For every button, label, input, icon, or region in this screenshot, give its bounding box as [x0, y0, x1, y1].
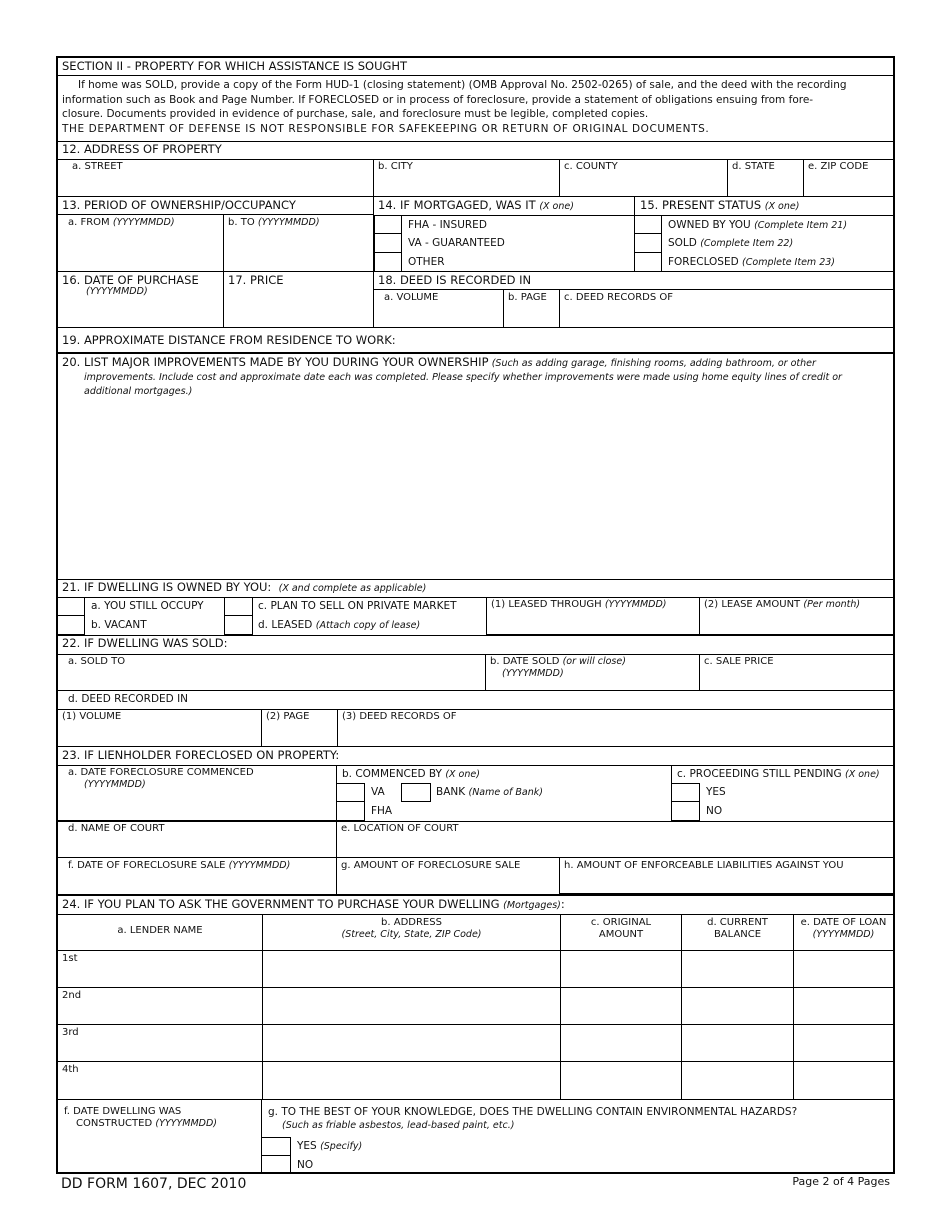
sold-deed-records-field[interactable] [338, 709, 893, 747]
leased-checkbox[interactable] [224, 616, 253, 635]
fha-checkbox[interactable] [337, 802, 365, 821]
sold-deed-volume-label: (1) VOLUME [62, 711, 122, 722]
foreclosed-checkbox[interactable] [634, 253, 662, 272]
liabilities-label: h. AMOUNT OF ENFORCEABLE LIABILITIES AGAINST YOU [564, 860, 844, 871]
item14-hint: (X one) [539, 201, 574, 212]
court-location-label: e. LOCATION OF COURT [341, 823, 459, 834]
vacant-label: b. VACANT [91, 619, 147, 631]
date-constructed-label-1: f. DATE DWELLING WAS [64, 1106, 182, 1117]
commenced-by-label [342, 768, 480, 781]
date-commenced-format: (YYYYMMDD) [84, 779, 146, 790]
item18-title: 18. DEED IS RECORDED IN [378, 273, 532, 287]
zip-label: e. ZIP CODE [808, 161, 869, 172]
item13-title: 13. PERIOD OF OWNERSHIP/OCCUPANCY [62, 198, 296, 212]
city-field[interactable] [374, 159, 560, 197]
sold-deed-page-field[interactable] [262, 709, 338, 747]
col-current-header [682, 915, 794, 951]
col-address-label: b. ADDRESS [381, 917, 442, 928]
sale-price-label: c. SALE PRICE [704, 656, 774, 667]
foreclosure-sale-date-label: f. DATE OF FORECLOSURE SALE [68, 860, 226, 871]
item20-title: 20. LIST MAJOR IMPROVEMENTS MADE BY YOU DURING YOUR OWNERSHIP [62, 355, 489, 369]
item24-title: 24. IF YOU PLAN TO ASK THE GOVERNMENT TO PURCHASE YOUR DWELLING [62, 897, 500, 911]
row-1-current[interactable] [682, 951, 794, 988]
va-checkbox[interactable] [337, 783, 365, 802]
row-3-lender[interactable] [58, 1025, 263, 1062]
item24-hint: (Mortgages) [503, 900, 561, 911]
item20-line-1 [62, 356, 889, 370]
lease-amount-note: (Per month) [803, 599, 861, 610]
still-occupy-checkbox[interactable] [58, 597, 85, 616]
lease-amount-label: (2) LEASE AMOUNT [704, 599, 801, 610]
date-sold-format: (YYYYMMDD) [502, 668, 564, 679]
item16-title: 16. DATE OF PURCHASE [62, 273, 199, 287]
row-4-address[interactable] [263, 1062, 561, 1100]
row-3-original[interactable] [561, 1025, 682, 1062]
from-field[interactable] [58, 215, 224, 272]
row-2-date[interactable] [794, 988, 893, 1025]
owned-note: (Complete Item 21) [754, 220, 848, 231]
city-label: b. CITY [378, 161, 413, 172]
leased-label [258, 619, 420, 632]
item14-title [378, 199, 574, 213]
instructions-line-2: information such as Book and Page Number. If FORECLOSED or in process of foreclosure, provide a statement of obligations ensuing from fore- [62, 93, 814, 106]
date-constructed-label-2: CONSTRUCTED [76, 1118, 153, 1129]
page-number: Page 2 of 4 Pages [792, 1175, 890, 1188]
item23-title: 23. IF LIENHOLDER FORECLOSED ON PROPERTY: [62, 748, 340, 762]
row-4-original[interactable] [561, 1062, 682, 1100]
foreclosure-amount-label: g. AMOUNT OF FORECLOSURE SALE [341, 860, 521, 871]
leased-through-format: (YYYYMMDD) [604, 599, 667, 610]
bank-text: BANK [436, 786, 466, 798]
improvements-field[interactable] [58, 354, 893, 580]
date-constructed-field[interactable] [58, 1100, 262, 1174]
sold-to-label: a. SOLD TO [68, 656, 126, 667]
row-4-lender[interactable] [58, 1062, 263, 1100]
vacant-checkbox[interactable] [58, 616, 85, 635]
row-4-label: 4th [62, 1064, 79, 1075]
leased-through-label: (1) LEASED THROUGH [491, 599, 602, 610]
foreclosure-sale-date-field[interactable] [58, 858, 337, 895]
form-number: DD FORM 1607, DEC 2010 [61, 1176, 247, 1192]
date-sold-field[interactable] [486, 654, 700, 691]
sold-deed-page-label: (2) PAGE [266, 711, 310, 722]
sold-deed-volume-field[interactable] [58, 709, 262, 747]
item18-header [374, 272, 893, 290]
hazards-no-checkbox[interactable] [262, 1156, 291, 1174]
col-original-label-2: AMOUNT [598, 929, 644, 940]
date-commenced-field[interactable] [58, 765, 337, 821]
owned-checkbox[interactable] [634, 215, 662, 234]
still-pending-label [677, 768, 880, 781]
county-label: c. COUNTY [564, 161, 618, 172]
item21-title: 21. IF DWELLING IS OWNED BY YOU: [62, 580, 272, 594]
sold-deed-records-label: (3) DEED RECORDS OF [342, 711, 457, 722]
from-label: a. FROM [68, 217, 110, 228]
item20-note-3: additional mortgages.) [84, 386, 193, 397]
item12-title: 12. ADDRESS OF PROPERTY [62, 142, 222, 156]
plan-to-sell-checkbox[interactable] [224, 597, 253, 616]
row-2-original[interactable] [561, 988, 682, 1025]
row-2-label: 2nd [62, 990, 82, 1001]
section-title: SECTION II - PROPERTY FOR WHICH ASSISTANCE IS SOUGHT [62, 59, 408, 73]
col-address-header [263, 915, 561, 951]
form-page [56, 56, 895, 1174]
row-1-label: 1st [62, 953, 78, 964]
deed-volume-field[interactable] [374, 290, 504, 328]
plan-to-sell-label: c. PLAN TO SELL ON PRIVATE MARKET [258, 600, 457, 612]
row-4-current[interactable] [682, 1062, 794, 1100]
state-label: d. STATE [732, 161, 775, 172]
foreclosed-text: FORECLOSED [668, 256, 739, 268]
row-2-current[interactable] [682, 988, 794, 1025]
date-sold-note: (or will close) [562, 656, 626, 667]
hazards-note: (Such as friable asbestos, lead-based paint, etc.) [282, 1120, 515, 1131]
sold-checkbox[interactable] [634, 234, 662, 253]
leased-through-field[interactable] [486, 597, 700, 635]
col-original-label-1: c. ORIGINAL [590, 917, 652, 928]
row-1-original[interactable] [561, 951, 682, 988]
col-lender-label: a. LENDER NAME [117, 925, 203, 936]
va-guaranteed-label: VA - GUARANTEED [408, 237, 505, 249]
row-1-lender[interactable] [58, 951, 263, 988]
va-label: VA [371, 786, 385, 798]
lease-amount-field[interactable] [700, 597, 893, 635]
other-checkbox[interactable] [374, 253, 402, 272]
foreclosure-amount-field[interactable] [337, 858, 560, 895]
state-field[interactable] [728, 159, 804, 197]
county-field[interactable] [560, 159, 728, 197]
row-2-address[interactable] [263, 988, 561, 1025]
item14-title-text: 14. IF MORTGAGED, WAS IT [378, 198, 536, 212]
fha-insured-label: FHA - INSURED [408, 219, 487, 231]
to-field[interactable] [224, 215, 374, 272]
col-current-label-2: BALANCE [713, 929, 762, 940]
item24-title-row [62, 898, 565, 912]
other-label: OTHER [408, 256, 445, 268]
deed-page-label: b. PAGE [508, 292, 547, 303]
item15-hint: (X one) [764, 201, 800, 212]
col-date-header [794, 915, 893, 951]
deed-recorded-in-label: d. DEED RECORDED IN [68, 693, 189, 705]
date-commenced-label: a. DATE FORECLOSURE COMMENCED [68, 767, 254, 778]
foreclosed-label [668, 256, 835, 269]
distance-field[interactable] [58, 328, 893, 354]
va-guaranteed-checkbox[interactable] [374, 234, 402, 253]
date-sold-label: b. DATE SOLD [490, 656, 560, 667]
row-3-address[interactable] [263, 1025, 561, 1062]
hazards-yes-checkbox[interactable] [262, 1137, 291, 1156]
item17-title: 17. PRICE [228, 273, 284, 287]
item21-title-row [62, 581, 426, 595]
still-pending-hint: (X one) [845, 769, 880, 780]
pending-no-label: NO [706, 805, 723, 817]
commenced-by-hint: (X one) [445, 769, 480, 780]
still-pending-text: c. PROCEEDING STILL PENDING [677, 768, 842, 780]
still-occupy-label: a. YOU STILL OCCUPY [91, 600, 204, 612]
street-label: a. STREET [72, 161, 123, 172]
street-field[interactable] [58, 159, 374, 197]
item15-title [640, 199, 799, 213]
sold-label [668, 237, 793, 250]
court-name-label: d. NAME OF COURT [68, 823, 165, 834]
leased-note: (Attach copy of lease) [315, 620, 421, 631]
bank-label [436, 786, 543, 799]
item16-format: (YYYYMMDD) [86, 286, 148, 297]
leased-text: d. LEASED [258, 619, 313, 631]
foreclosure-sale-date-format: (YYYYMMDD) [228, 860, 291, 871]
price-field[interactable] [224, 272, 374, 328]
col-original-header [561, 915, 682, 951]
pending-yes-checkbox[interactable] [671, 783, 700, 802]
row-3-date[interactable] [794, 1025, 893, 1062]
purchase-date-field[interactable] [58, 272, 224, 328]
deed-volume-label: a. VOLUME [384, 292, 439, 303]
foreclosed-note: (Complete Item 23) [742, 257, 835, 268]
sale-price-field[interactable] [700, 654, 893, 691]
item19-title: 19. APPROXIMATE DISTANCE FROM RESIDENCE TO WORK: [62, 333, 396, 347]
instructions-line-4: THE DEPARTMENT OF DEFENSE IS NOT RESPONSIBLE FOR SAFEKEEPING OR RETURN OF ORIGINAL DOCUMENTS. [62, 122, 710, 135]
deed-records-field[interactable] [560, 290, 893, 328]
row-1-date[interactable] [794, 951, 893, 988]
instructions-line-3: closure. Documents provided in evidence of purchase, sale, and foreclosure must be legible, completed copies. [62, 108, 649, 120]
item22-title: 22. IF DWELLING WAS SOLD: [62, 636, 228, 650]
row-1-address[interactable] [263, 951, 561, 988]
pending-no-checkbox[interactable] [671, 802, 700, 821]
row-3-current[interactable] [682, 1025, 794, 1062]
liabilities-field[interactable] [560, 858, 893, 895]
sold-note: (Complete Item 22) [700, 238, 794, 249]
col-lender-header [58, 915, 263, 951]
deed-records-label: c. DEED RECORDS OF [564, 292, 673, 303]
fha-label: FHA [371, 805, 393, 817]
pending-yes-label: YES [706, 786, 726, 798]
commenced-by-text: b. COMMENCED BY [342, 768, 442, 780]
item20-note-2: improvements. Include cost and approximate date each was completed. Please specify whether improvements were made using home equity lines of credit or [84, 372, 842, 383]
zip-field[interactable] [804, 159, 893, 197]
sold-text: SOLD [668, 237, 697, 249]
date-sold-line [490, 656, 695, 668]
to-label: b. TO [228, 217, 255, 228]
bank-checkbox[interactable] [401, 783, 431, 802]
instructions-line-1: If home was SOLD, provide a copy of the Form HUD-1 (closing statement) (OMB Approval No. 2502-0265) of sale, and the deed with the recording [78, 79, 847, 91]
item15-title-text: 15. PRESENT STATUS [640, 198, 762, 212]
to-format: (YYYYMMDD) [257, 217, 320, 228]
from-format: (YYYYMMDD) [112, 217, 175, 228]
hazards-yes-note: (Specify) [320, 1141, 363, 1152]
hazards-question: g. TO THE BEST OF YOUR KNOWLEDGE, DOES THE DWELLING CONTAIN ENVIRONMENTAL HAZARDS? [268, 1106, 798, 1118]
item13-header [58, 197, 374, 215]
hazards-yes-label [297, 1140, 362, 1153]
sold-to-field[interactable] [58, 654, 486, 691]
date-constructed-format: (YYYYMMDD) [155, 1118, 218, 1129]
row-3-label: 3rd [62, 1027, 79, 1038]
deed-page-field[interactable] [504, 290, 560, 328]
item21-hint: (X and complete as applicable) [278, 583, 427, 594]
hazards-no-label: NO [297, 1159, 314, 1171]
court-location-field[interactable] [337, 821, 893, 858]
instructions [62, 78, 892, 136]
owned-label [668, 219, 847, 232]
col-date-label-2: (YYYYMMDD) [812, 929, 875, 940]
hazards-yes-text: YES [297, 1140, 317, 1152]
fha-insured-checkbox[interactable] [374, 215, 402, 234]
item20-note-1: (Such as adding garage, finishing rooms, adding bathroom, or other [491, 358, 816, 369]
row-2-lender[interactable] [58, 988, 263, 1025]
owned-text: OWNED BY YOU [668, 219, 751, 231]
item24-colon: : [560, 897, 565, 911]
col-current-label-1: d. CURRENT [707, 917, 768, 928]
row-4-date[interactable] [794, 1062, 893, 1100]
date-constructed-line-2 [62, 1118, 257, 1130]
bank-note: (Name of Bank) [468, 787, 543, 798]
court-name-field[interactable] [58, 821, 337, 858]
col-date-label-1: e. DATE OF LOAN [800, 917, 887, 928]
col-address-note: (Street, City, State, ZIP Code) [341, 929, 482, 940]
